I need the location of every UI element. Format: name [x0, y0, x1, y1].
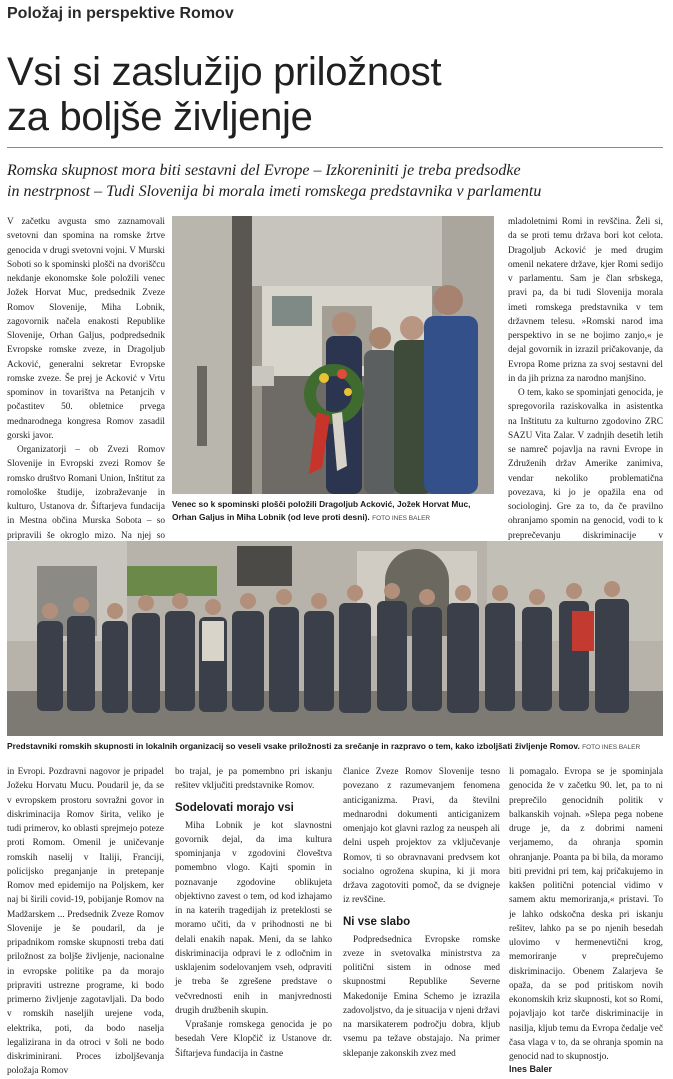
photo-caption-2 — [7, 740, 663, 754]
photo-group-image — [7, 541, 663, 736]
paragraph: li pomagalo. Evropa se je spominjala genocida že v začetku 90. let, pa to ni preprečilo genocidnih politik v balkanskih vojnah. »Slepa pega nobene druge je, da z dobrimi nameni verjamemo, da ohranja spomin ohranjanje. Poanta pa bi bila, da moramo biti previdni pri tem, kaj pričakujemo in kakšen politični potencial vidimo v samem aktu memoriranja,« pristavi. To je lahko odskočna deska pri iskanju rešitev, lahko pa se po njenih besedah ulovimo v hermenevtični krog, memoriranje v preprečujemo diskriminacijo. Obenem Zalarjeva še opaža, da se pod pritiskom novih ekonomskih kriz skupnosti, kot so Romi, pojavljajo kot tarče diskriminacije in nasilja, kljub temu da Evropa čedalje več časa vlaga v to, da se ohranja spomin na genocid nad to skupnostjo. — [509, 767, 663, 1062]
article-column-top-left — [7, 215, 165, 541]
paragraph: članice Zveze Romov Slovenije tesno povezano z razumevanjem fenomena anticiganizma. Pravi, da številni mednarodni dokumenti anticiganizem omenjajo kot glavni razlog za neuspeh ali delni uspeh projektov za vključevanje Romov, ti so obravnavani predvsem kot socialno ogrožena skupina, ki ji mora država zagotoviti pomoč, da se dvigneje iz revščine. — [343, 767, 500, 906]
headline — [7, 50, 657, 140]
paragraph: O tem, kako se spominjati genocida, je spregovorila raziskovalka in asistentka na Inštitutu za kulturno zgodovino ZRC SAZU Vita Zalar. V zadnjih desetih letih se namreč pojavlja na ravni Evrope in Združenih držav Amerike zanimiva, vendar nekoliko problematična povezava, ki jo je opažila ena od sociologinj. Gre za to, da če pravilno ohranjamo spomin na genocid, vodi to k preprečevanju diskriminacije v — [508, 388, 663, 541]
photo-credit: FOTO INES BALER — [582, 744, 641, 751]
lede-line-2: in nestrpnost – Tudi Slovenija bi morala imeti romskega predstavnika v parlamentu — [7, 183, 542, 200]
photo-group — [7, 541, 663, 736]
article-column-2 — [175, 765, 332, 1059]
headline-line-2: za boljše življenje — [7, 95, 313, 139]
paragraph: Vprašanje romskega genocida je po besedah Vere Klopčič iz Ustanove dr. Šiftarjeva fundacija in častne — [175, 1020, 332, 1059]
article-column-4 — [509, 765, 663, 1075]
divider-rule — [7, 147, 663, 148]
paragraph: Organizatorji – ob Zvezi Romov Slovenije in Evropski zvezi Romov še romsko društvo Romani Union, Inštitut za romološke študije, izobraževanje in kulturo, Ustanova dr. Šiftarjeva fundacija in Mestna občina Murska Sobota – so pripravili še okroglo mizo. Na njej so — [7, 445, 165, 541]
subheading: Sodelovati morajo vsi — [175, 801, 294, 814]
caption-text: Venec so k spominski plošči položili Dragoljub Acković, Jožek Horvat Muc, Orhan Galjus in Miha Lobnik (od leve proti desni). — [172, 499, 471, 522]
photo-caption-1 — [172, 498, 494, 525]
article-column-3 — [343, 765, 500, 1059]
photo-wreath-image — [172, 216, 494, 494]
lede-line-1: Romska skupnost mora biti sestavni del Evrope – Izkoreniniti je treba predsodke — [7, 162, 521, 179]
article-column-top-right — [508, 215, 663, 540]
caption-text: Predstavniki romskih skupnosti in lokalnih organizacij so veseli vsake priložnosti za srečanje in razpravo o tem, kako izboljšati življenje Romov. — [7, 741, 580, 751]
lede — [7, 160, 663, 202]
paragraph: Podpredsednica Evropske romske zveze in svetovalka ministrstva za politični sistem in odnose med skupnostmi Republike Severne Makedonije Emina Schemo je izrazila zadovoljstvo, da je situacija v njeni državi na marsikaterem področju dobra, kljub vsemu pa težave obstajajo. Na primer sklepanje zakonskih zvez med — [343, 934, 500, 1059]
section-kicker: Položaj in perspektive Romov — [7, 5, 234, 22]
photo-credit: FOTO INES BALER — [372, 515, 431, 522]
paragraph: mladoletnimi Romi in revščina. Želi si, da se proti temu država bori kot celota. Dragoljub Acković je med drugim omenil nekatere države, kjer Romi sedijo v parlamentu. Sam je član srbskega, pravi pa, da bi tudi Slovenija morala imeti romskega predstavnika v tem državnem telesu. »Romski narod ima perspektivo in se ne bojimo zanjo,« je dejal govornik in izrazil pričakovanje, da Evropa Rome prizna za svoj sestavni del in da jih prizna za narodno manjšino. — [508, 217, 663, 384]
paragraph: Miha Lobnik je kot slavnostni govornik dejal, da ima kultura spominjanja v zgodovini človeštva pomembno vlogo. Kajti spomin in poznavanje zgodovine oblikujeta objektivno zavest o tem, od kod izhajamo in na katerih tragedijah iz preteklosti se moramo učiti, da v prihodnosti ne bi delali enakih napak. Meni, da se lahko diskriminacija odpravi le z odločnim in usklajenim sodelovanjem vseh, odpraviti je treba še zgrešene predstave o večvrednosti enih in manjvrednosti drugih družbenih skupin. — [175, 820, 332, 1016]
paragraph: V začetku avgusta smo zaznamovali svetovni dan spomina na romske žrtve genocida v drugi svetovni vojni. V Murski Soboti so k spominski plošči na dvoriščcu nekdanje ekonomske šole položili venec Jožek Horvat Muc, predsednik Zveze Romov Slovenije, Miha Lobnik, zagovornik načela enakosti Republike Slovenije, Orhan Galjus, podpredsednik Evropske romske zveze, in Dragoljub Acković, generalni sekretar Evropske romske zveze. Še prej je Acković v Vrtu spominov in tovarištva na Petanjcih v počastitev 50. obletnice prvega mednarodnega kongresa Romov zasadil gorski javor. — [7, 217, 165, 441]
paragraph: bo trajal, je pa pomembno pri iskanju rešitev vključiti predstavnike Romov. — [175, 767, 332, 792]
article-column-1 — [7, 765, 164, 1077]
paragraph: in Evropi. Pozdravni nagovor je pripadel Jožeku Horvatu Mucu. Poudaril je, da se v evropskem prostoru sovražni govor in diskriminacija Romov širita, veliko je tudi primerov, ko oblasti sprejmejo poteze proti Romom. Omenil je uničevanje romskih naselij v Italiji, Franciji, policijsko preganjanje in pretepanje Romov med epidemijo na Poljskem, ker naj bi širili covid-19, pobijanje Romov na Madžarskem ... Predsednik Zveze Romov Slovenije je še poudaril, da je pripadnikom romske skupnosti treba dati priložnost za boljše življenje, nacionalne in evropske politike pa da morajo pripraviti ustrezne programe, ki bodo primerno življenje zagotavljali. Da bodo v romskih naseljih urejene voda, elektrika, poti, da bodo naselja legalizirana in da otroci v šoli ne bodo diskriminirani. Proces izboljševanja položaja Romov — [7, 767, 164, 1077]
author-signature: Ines Baler — [509, 1064, 553, 1075]
headline-line-1: Vsi si zaslužijo priložnost — [7, 50, 442, 94]
subheading: Ni vse slabo — [343, 915, 411, 928]
photo-wreath-laying — [172, 216, 494, 494]
